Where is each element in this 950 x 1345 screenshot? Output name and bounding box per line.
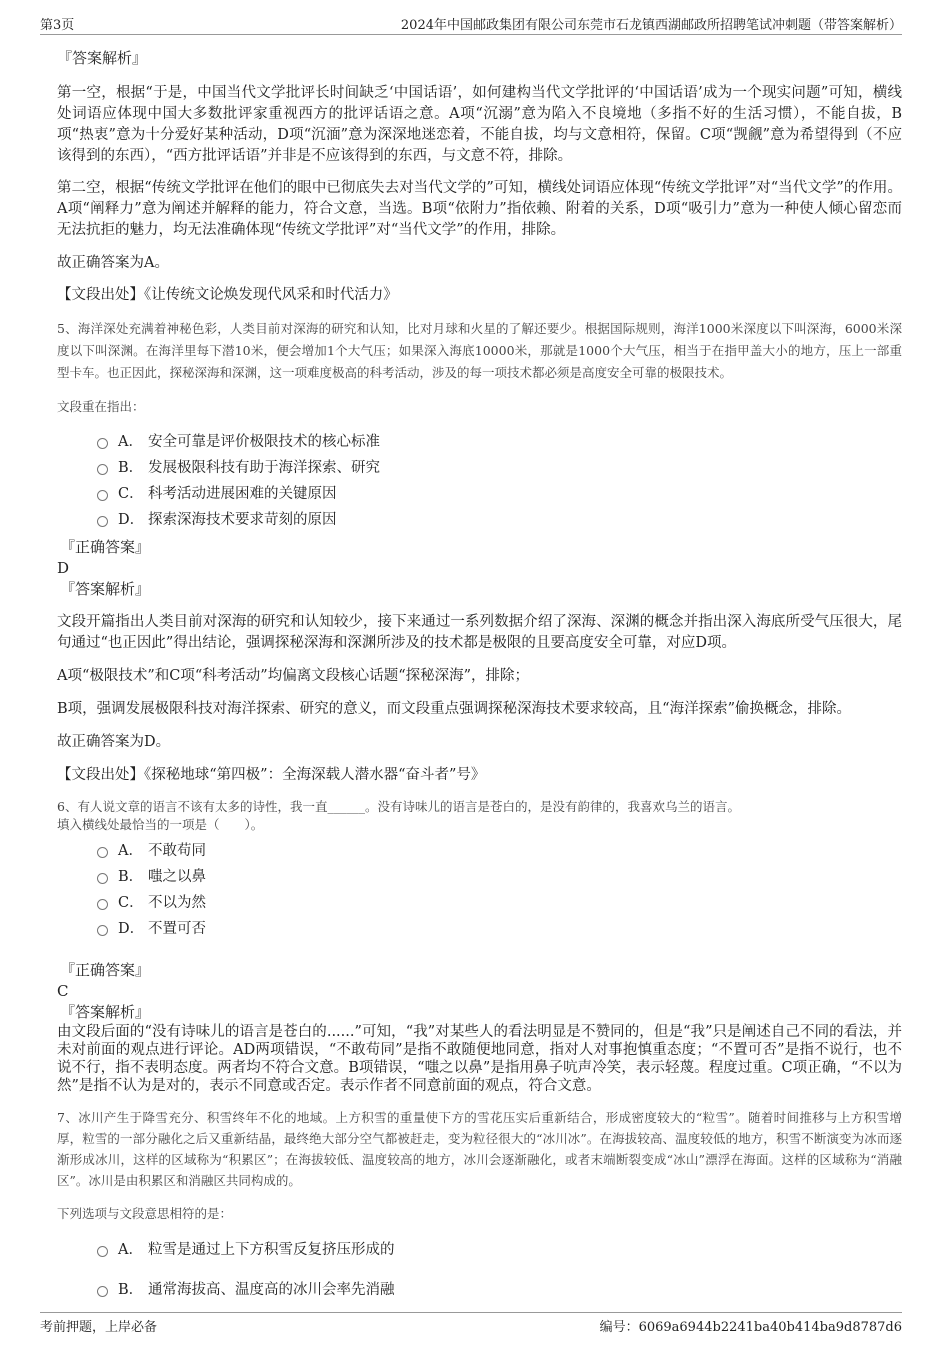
radio-icon[interactable] — [97, 464, 108, 475]
q6-stem: 6、有人说文章的语言不该有太多的诗性，我一直______。没有诗味儿的语言是苍白的，是没有韵律的，我喜欢乌兰的语言。 — [57, 799, 740, 814]
page-header — [40, 12, 902, 35]
footer-slogan: 考前押题，上岸必备 — [40, 1320, 158, 1335]
q6-prompt: 填入横线处最恰当的一项是（ ）。 — [57, 817, 264, 832]
q6-option-a[interactable]: A． 不敢苟同 — [97, 836, 902, 862]
q6-option-d[interactable]: D． 不置可否 — [97, 914, 902, 940]
q5-prompt: 文段重在指出： — [57, 399, 145, 414]
q5-analysis-p2: A项“极限技术”和C项“科考活动”均偏离文段核心话题“探秘深海”，排除； — [57, 668, 530, 684]
q5-analysis-p3: B项，强调发展极限科技对海洋探索、研究的意义，而文段重点强调探秘深海技术要求较高，且“海洋探索”偷换概念，排除。 — [57, 701, 851, 717]
document-content — [57, 44, 902, 1301]
radio-icon[interactable] — [97, 516, 108, 527]
q5-analysis-label: 『答案解析』 — [60, 580, 151, 598]
q6-options — [97, 836, 902, 940]
q5-correct-label: 『正确答案』 — [60, 538, 151, 556]
radio-icon[interactable] — [97, 1286, 108, 1297]
q5-option-b[interactable]: B． 发展极限科技有助于海洋探索、研究 — [97, 453, 902, 479]
q4-analysis-label: 『答案解析』 — [57, 49, 148, 67]
q7-option-a[interactable]: A． 粒雪是通过上下方积雪反复挤压形成的 — [97, 1235, 902, 1261]
document-id: 编号：6069a6944b2241ba40b414ba9d8787d6 — [599, 1320, 902, 1335]
q4-answer-line: 故正确答案为A。 — [57, 255, 169, 271]
radio-icon[interactable] — [97, 899, 108, 910]
q7-prompt: 下列选项与文段意思相符的是： — [57, 1206, 233, 1221]
q6-analysis-label: 『答案解析』 — [60, 1003, 151, 1021]
q7-stem: 7、冰川产生于降雪充分、积雪终年不化的地域。上方积雪的重量使下方的雪花压实后重新结合，形成密度较大的“粒雪”。随着时间推移与上方积雪增厚，粒雪的一部分融化之后又重新结晶，最终绝大部分空气都被赶走，变为粒径很大的“冰川冰”。在海拔较高、温度较低的地方，积雪不断演变为冰而逐渐形成冰川，这样的区域称为“积累区”；在海拔较低、温度较高的地方，冰川会逐渐融化，或者末端断裂变成“冰山”漂浮在海面。这样的区域称为“消融区”。冰川是由积累区和消融区共同构成的。 — [57, 1110, 902, 1188]
radio-icon[interactable] — [97, 873, 108, 884]
q5-stem: 5、海洋深处充满着神秘色彩，人类目前对深海的研究和认知，比对月球和火星的了解还要少。根据国际规则，海洋1000米深度以下叫深海，6000米深度以下叫深渊。在海洋里每下潜10米，便会增加1个大气压；如果深入海底10000米，那就是1000个大气压，相当于在指甲盖大小的地方，压上一部重型卡车。也正因此，探秘深海和深渊，这一项难度极高的科考活动，涉及的每一项技术都必须是高度安全可靠的极限技术。 — [57, 321, 902, 380]
radio-icon[interactable] — [97, 438, 108, 449]
q5-correct-answer: D — [57, 559, 70, 577]
q4-analysis-p1: 第一空，根据“于是，中国当代文学批评长时间缺乏‘中国话语’，如何建构当代文学批评的‘中国话语’成为一个现实问题”可知，横线处词语应体现中国大多数批评家重视西方的批评话语之意。A项“沉溺”意为陷入不良境地（多指不好的生活习惯），不能自拔，B项“热衷”意为十分爱好某种活动，D项“沉湎”意为深深地迷恋着，不能自拔，均与文意相符，保留。C项“觊觎”意为希望得到（不应该得到的东西），“西方批评话语”并非是不应该得到的东西，与文意不符，排除。 — [57, 85, 902, 164]
document-title: 2024年中国邮政集团有限公司东莞市石龙镇西湖邮政所招聘笔试冲刺题（带答案解析） — [400, 18, 902, 33]
q7-options — [97, 1235, 902, 1301]
page-footer — [40, 1312, 902, 1337]
q5-answer-line: 故正确答案为D。 — [57, 734, 171, 750]
page-number: 第3页 — [40, 18, 75, 33]
q4-analysis-p2: 第二空，根据“传统文学批评在他们的眼中已彻底失去对当代文学的”可知，横线处词语应体现“传统文学批评”对“当代文学”的作用。A项“阐释力”意为阐述并解释的能力，符合文意，当选。B项“依附力”指依赖、附着的关系，D项“吸引力”意为一种使人倾心留恋而无法抗拒的魅力，均无法准确体现“传统文学批评”对“当代文学”的作用，排除。 — [57, 180, 902, 238]
q6-correct-answer: C — [57, 982, 69, 1000]
q6-option-c[interactable]: C． 不以为然 — [97, 888, 902, 914]
q5-option-c[interactable]: C． 科考活动进展困难的关键原因 — [97, 479, 902, 505]
radio-icon[interactable] — [97, 925, 108, 936]
radio-icon[interactable] — [97, 490, 108, 501]
q6-analysis-p1: 由文段后面的“没有诗味儿的语言是苍白的......”可知，“我”对某些人的看法明显是不赞同的，但是“我”只是阐述自己不同的看法，并未对前面的观点进行评论。AD两项错误，“不敢苟同”是指不敢随便地同意，指对人对事抱慎重态度；“不置可否”是指不说行，也不说不行，指不表明态度。两者均不符合文意。B项错误，“嗤之以鼻”是指用鼻子吭声冷笑，表示轻蔑。程度过重。C项正确，“不以为然”是指不认为是对的，表示不同意或否定。表示作者不同意前面的观点，符合文意。 — [57, 1024, 902, 1094]
q5-option-d[interactable]: D． 探索深海技术要求苛刻的原因 — [97, 505, 902, 531]
q7-option-b[interactable]: B． 通常海拔高、温度高的冰川会率先消融 — [97, 1275, 902, 1301]
q4-source: 【文段出处】《让传统文论焕发现代风采和时代活力》 — [57, 287, 398, 303]
q6-correct-label: 『正确答案』 — [60, 961, 151, 979]
q5-options — [97, 427, 902, 531]
q5-analysis-p1: 文段开篇指出人类目前对深海的研究和认知较少，接下来通过一系列数据介绍了深海、深渊的概念并指出深入海底所受气压很大，尾句通过“也正因此”得出结论，强调探秘深海和深渊所涉及的技术都是极限的且要高度安全可靠，对应D项。 — [57, 614, 902, 651]
q5-option-a[interactable]: A． 安全可靠是评价极限技术的核心标准 — [97, 427, 902, 453]
radio-icon[interactable] — [97, 847, 108, 858]
radio-icon[interactable] — [97, 1246, 108, 1257]
q6-option-b[interactable]: B． 嗤之以鼻 — [97, 862, 902, 888]
q5-source: 【文段出处】《探秘地球“第四极”：全海深载人潜水器“奋斗者”号》 — [57, 767, 486, 783]
